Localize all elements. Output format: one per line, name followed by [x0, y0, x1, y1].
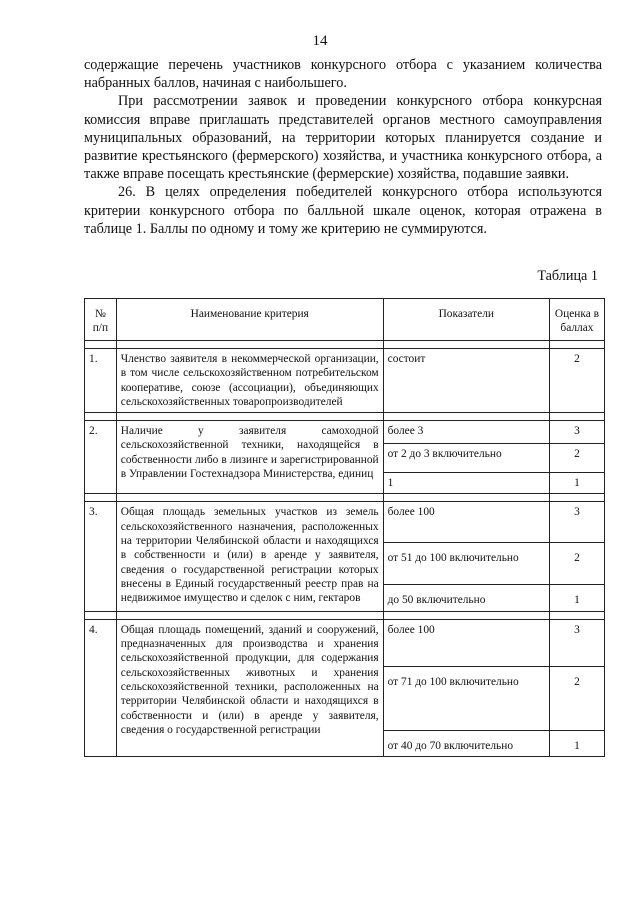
- indicator: от 71 до 100 включительно: [383, 666, 549, 730]
- table-spacer: [85, 494, 605, 502]
- criterion-number: 2.: [85, 421, 117, 494]
- criterion-number: 3.: [85, 502, 117, 611]
- criterion-number: 1.: [85, 349, 117, 413]
- page-number: 14: [312, 33, 328, 49]
- table-caption: Таблица 1: [537, 268, 598, 284]
- score: 1: [549, 473, 604, 494]
- score: 1: [549, 730, 604, 756]
- score: 2: [549, 666, 604, 730]
- indicator: до 50 включительно: [383, 585, 549, 611]
- header-name: Наименование критерия: [116, 299, 383, 341]
- criterion-name: Общая площадь земельных участков из земель сельскохозяйственного назначения, расположенных на территории Челябинской области и находящихся в собственности и (или) в аренде у заявителя, сведения о государственной регистрации которых внесены в Единый государственный реестр прав на недвижимое имущество и сделок с ним, гектаров: [116, 502, 383, 611]
- score: 2: [549, 444, 604, 473]
- paragraph: При рассмотрении заявок и проведении конкурсного отбора конкурсная комиссия вправе приглашать представителей органов местного самоуправления муниципальных образований, на территории которых планируется создание и развитие крестьянского (фермерского) хозяйства, и участника конкурсного отбора, а также вправе посещать крестьянские (фермерские) хозяйства, подавшие заявки.: [84, 93, 602, 183]
- header-num: № п/п: [85, 299, 117, 341]
- criterion-name: Наличие у заявителя самоходной сельскохозяйственной техники, находящейся в собственности либо в лизинге и зарегистрированной в Управлении Гостехнадзора Министерства, единиц: [116, 421, 383, 494]
- score: 3: [549, 619, 604, 666]
- criterion-number: 4.: [85, 619, 117, 756]
- score: 2: [549, 543, 604, 585]
- score: 3: [549, 502, 604, 543]
- indicator: от 40 до 70 включительно: [383, 730, 549, 756]
- header-indicators: Показатели: [383, 299, 549, 341]
- score: 2: [549, 349, 604, 413]
- criteria-table: [84, 298, 605, 757]
- table-spacer: [85, 341, 605, 349]
- table-spacer: [85, 611, 605, 619]
- table-row: [85, 619, 605, 666]
- indicator: 1: [383, 473, 549, 494]
- table-row: [85, 502, 605, 543]
- criterion-name: Членство заявителя в некоммерческой организации, в том числе сельскохозяйственном потребительском кооперативе, союзе (ассоциации), объединяющих сельскохозяйственных товаропроизводителей: [116, 349, 383, 413]
- paragraph: содержащие перечень участников конкурсного отбора с указанием количества набранных баллов, начиная с наибольшего.: [84, 57, 602, 92]
- indicator: более 3: [383, 421, 549, 444]
- paragraph: 26. В целях определения победителей конкурсного отбора используются критерии конкурсного отбора по балльной шкале оценок, которая отражена в таблице 1. Баллы по одному и тому же критерию не суммируются.: [84, 184, 602, 237]
- header-score: Оценка в баллах: [549, 299, 604, 341]
- indicator: более 100: [383, 619, 549, 666]
- indicator: от 51 до 100 включительно: [383, 543, 549, 585]
- indicator: состоит: [383, 349, 549, 413]
- table-header-row: [85, 299, 605, 341]
- indicator: от 2 до 3 включительно: [383, 444, 549, 473]
- score: 3: [549, 421, 604, 444]
- table-row: [85, 349, 605, 413]
- body-text: [84, 56, 602, 238]
- table-spacer: [85, 413, 605, 421]
- indicator: более 100: [383, 502, 549, 543]
- criterion-name: Общая площадь помещений, зданий и сооружений, предназначенных для производства и хранения сельскохозяйственной продукции, для содержания сельскохозяйственных животных и хранения сельскохозяйственной техники, расположенных на территории Челябинской области и находящихся в собственности и (или) в аренде у заявителя, сведения о государственной регистрации: [116, 619, 383, 756]
- score: 1: [549, 585, 604, 611]
- table-row: [85, 421, 605, 444]
